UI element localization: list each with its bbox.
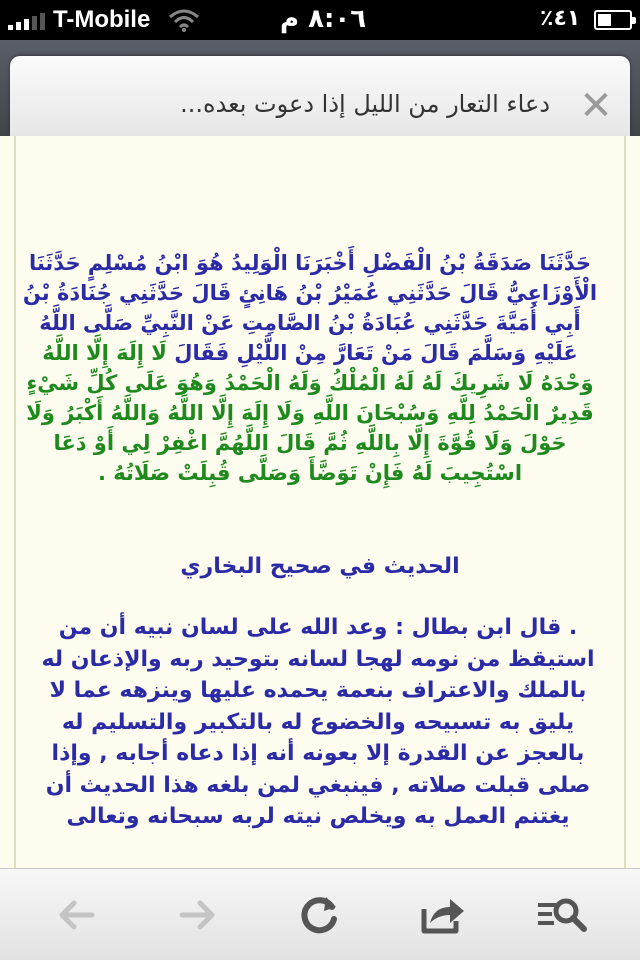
reload-icon[interactable] (292, 891, 348, 939)
active-tab[interactable] (10, 56, 630, 136)
tab-title: دعاء التعار من الليل إذا دعوت بعده... (180, 90, 550, 118)
right-border-line (624, 136, 626, 868)
status-clock: ٨:٠٦ م (280, 4, 367, 34)
carrier-name: T-Mobile (53, 6, 151, 33)
page-content (0, 136, 640, 868)
status-bar (0, 0, 640, 40)
left-border-line (14, 136, 16, 868)
close-icon[interactable]: ✕ (579, 83, 613, 129)
back-arrow-icon[interactable] (48, 891, 104, 939)
hadith-isnad: حَدَّثَنَا صَدَقَةُ بْنُ الْفَضْلِ أَخْبَرَنَا الْوَلِيدُ هُوَ ابْنُ مُسْلِمٍ حَدَّثَنَا الْأَوْزَاعِيُّ قَالَ حَدَّثَنِي عُمَيْرُ بْنُ هَانِئٍ قَالَ حَدَّثَنِي جُنَادَةُ بْنُ أَبِي أُمَيَّةَ حَدَّثَنِي عُبَادَةُ بْنُ الصَّامِتِ عَنْ النَّبِيِّ صَلَّى اللَّهُ عَلَيْهِ وَسَلَّمَ قَالَ مَنْ تَعَارَّ مِنْ اللَّيْلِ فَقَالَ (22, 251, 598, 365)
forward-arrow-icon[interactable] (170, 891, 226, 939)
share-icon[interactable] (414, 891, 470, 939)
battery-icon (594, 10, 632, 30)
battery-percent: ٪٤١ (540, 6, 581, 31)
hadith-source: الحديث في صحيح البخاري (180, 554, 460, 579)
hadith-text (20, 248, 600, 488)
battery-level-fill (598, 14, 611, 26)
wifi-icon (168, 8, 200, 32)
tab-bar (0, 40, 640, 136)
search-in-page-icon[interactable] (534, 891, 590, 939)
signal-strength-icon (8, 10, 45, 30)
browser-toolbar (0, 868, 640, 960)
commentary-text: . قال ابن بطال : وعد الله على لسان نبيه أن من استيقظ من نومه لهجا لسانه بتوحيد ربه والإذعان له بالملك والاعتراف بنعمة يحمده عليها وينزهه عما لا يليق به تسبيحه والخضوع له بالتكبير والتسليم له بالعجز عن القدرة إلا بعونه أنه إذا دعاه أجابه , وإذا صلى قبلت صلاته , فينبغي لمن بلغه هذا الحديث أن يغتنم العمل به ويخلص نيته لربه سبحانه وتعالى (41, 615, 595, 829)
hadith-matn: لَا إِلَهَ إِلَّا اللَّهُ وَحْدَهُ لَا شَرِيكَ لَهُ لَهُ الْمُلْكُ وَلَهُ الْحَمْدُ وَهُوَ عَلَى كُلِّ شَيْءٍ قَدِيرٌ الْحَمْدُ لِلَّهِ وَسُبْحَانَ اللَّهِ وَلَا إِلَهَ إِلَّا اللَّهُ وَاللَّهُ أَكْبَرُ وَلَا حَوْلَ وَلَا قُوَّةَ إِلَّا بِاللَّهِ ثُمَّ قَالَ اللَّهُمَّ اغْفِرْ لِي أَوْ دَعَا اسْتُجِيبَ لَهُ فَإِنْ تَوَضَّأَ وَصَلَّى قُبِلَتْ صَلَاتُهُ . (26, 341, 594, 485)
